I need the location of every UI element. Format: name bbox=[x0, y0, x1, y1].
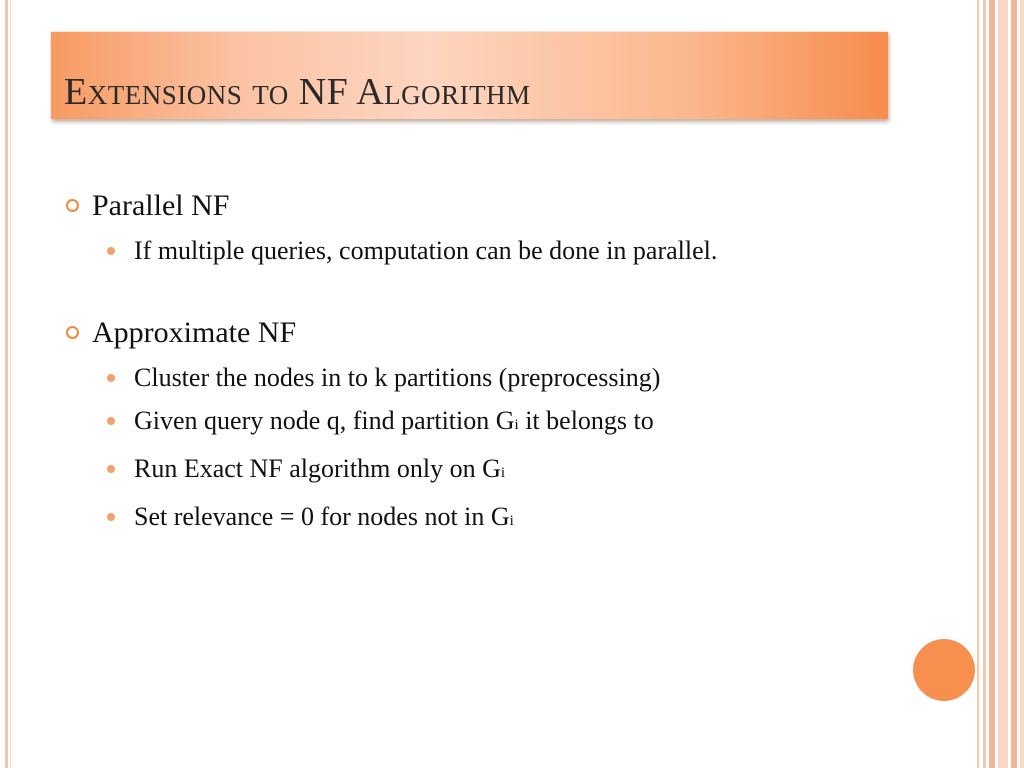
bullet-text-pre: Given query node q, find partition G bbox=[134, 406, 515, 435]
decorative-circle bbox=[913, 639, 975, 701]
right-stripe bbox=[998, 0, 1008, 768]
bullet-text-post: it belongs to bbox=[518, 406, 654, 435]
right-stripe bbox=[989, 0, 995, 768]
ring-bullet-icon bbox=[66, 326, 79, 339]
dot-bullet-icon bbox=[107, 465, 115, 473]
subscript: i bbox=[500, 465, 506, 481]
level2-bullet bbox=[106, 359, 944, 396]
left-border-line bbox=[5, 0, 8, 768]
bullet-text: Cluster the nodes in to k partitions (preprocessing) bbox=[134, 363, 661, 392]
bullet-text-pre: Run Exact NF algorithm only on G bbox=[134, 454, 501, 483]
bullet-group bbox=[64, 186, 944, 269]
bullet-text: If multiple queries, computation can be done in parallel. bbox=[134, 236, 718, 265]
title-bar bbox=[51, 31, 888, 119]
subscript: i bbox=[509, 513, 514, 529]
level1-bullet bbox=[64, 186, 944, 226]
dot-bullet-icon bbox=[107, 417, 115, 425]
slide-title: Extensions to NF Algorithm bbox=[64, 71, 531, 113]
level2-bullet bbox=[106, 450, 944, 492]
right-stripe bbox=[1011, 0, 1017, 768]
bullet-text-pre: Set relevance = 0 for nodes not in G bbox=[134, 502, 510, 531]
level2-bullet bbox=[106, 402, 944, 444]
dot-bullet-icon bbox=[107, 513, 115, 521]
ring-bullet-icon bbox=[66, 199, 79, 212]
subscript: i bbox=[514, 417, 519, 433]
bullet-group bbox=[64, 313, 944, 540]
dot-bullet-icon bbox=[107, 247, 115, 255]
bullet-heading: Approximate NF bbox=[92, 316, 297, 349]
right-stripe bbox=[1020, 0, 1024, 768]
right-stripe bbox=[983, 0, 986, 768]
level2-bullet bbox=[106, 498, 944, 540]
sub-bullet-list bbox=[64, 232, 944, 269]
sub-bullet-list bbox=[64, 359, 944, 540]
left-border-line-thin bbox=[10, 0, 11, 768]
slide-content bbox=[64, 186, 944, 540]
level2-bullet bbox=[106, 232, 944, 269]
bullet-heading: Parallel NF bbox=[92, 189, 230, 222]
level1-bullet bbox=[64, 313, 944, 353]
dot-bullet-icon bbox=[107, 374, 115, 382]
right-stripe bbox=[977, 0, 979, 768]
